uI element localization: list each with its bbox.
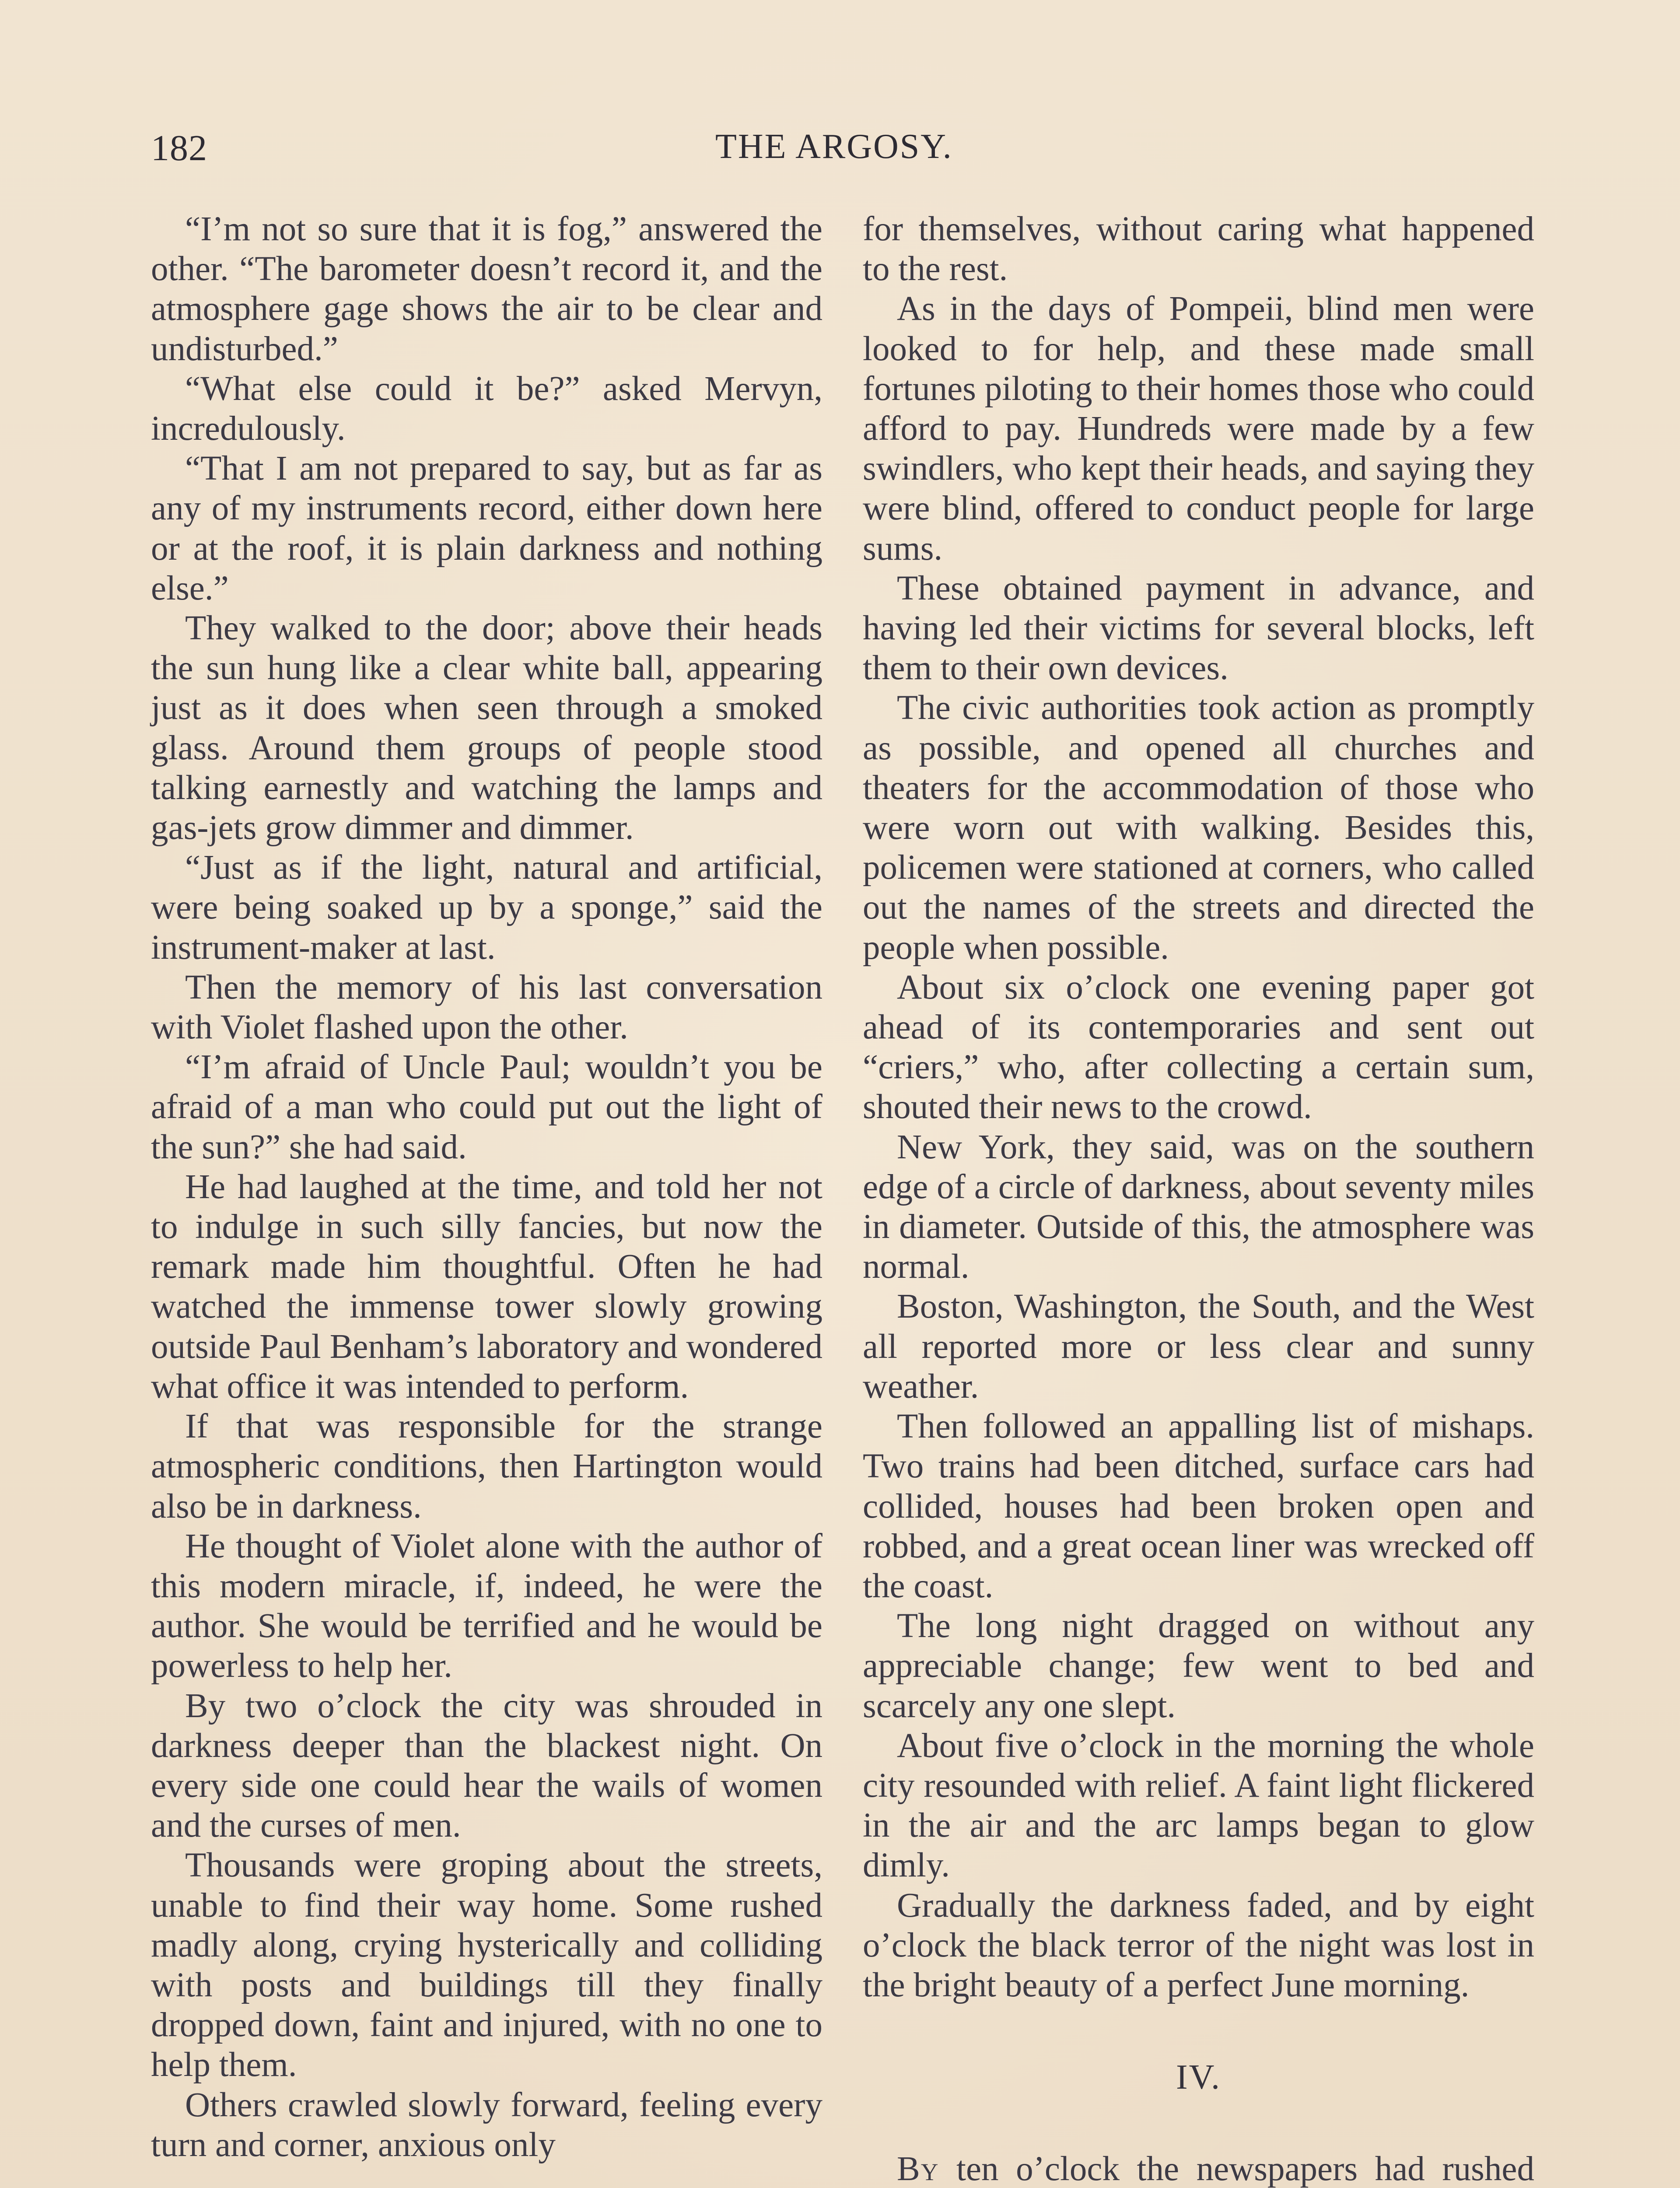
paragraph: They walked to the door; above their heads the sun hung like a clear white ball, appearing just as it does when seen through a smoked glass. Around them groups of people stood talking earnestly and watching the lamps and gas-jets grow dimmer and dimmer. bbox=[151, 609, 822, 847]
paragraph: He thought of Violet alone with the author of this modern miracle, if, indeed, he were the author. She would be terrified and he would be powerless to help her. bbox=[151, 1527, 822, 1685]
paragraph: About five o’clock in the morning the whole city resounded with relief. A faint light flickered in the air and the arc lamps began to glow dimly. bbox=[863, 1726, 1534, 1885]
paragraph: These obtained payment in advance, and having led their victims for several blocks, left them to their own devices. bbox=[863, 569, 1534, 687]
paragraph: As in the days of Pompeii, blind men were looked to for help, and these made small fortunes piloting to their homes those who could afford to pay. Hundreds were made by a few swindlers, who kept their heads, and saying they were blind, offered to conduct people for large sums. bbox=[863, 290, 1534, 568]
paragraph: By two o’clock the city was shrouded in darkness deeper than the blackest night. On every side one could hear the wails of women and the curses of men. bbox=[151, 1687, 822, 1845]
paragraph: “I’m afraid of Uncle Paul; wouldn’t you be afraid of a man who could put out the light of the sun?” she had said. bbox=[151, 1048, 822, 1166]
section-opening-lead: By bbox=[897, 2150, 939, 2188]
section-heading: IV. bbox=[1176, 2058, 1222, 2097]
paragraph: “Just as if the light, natural and artificial, were being soaked up by a sponge,” said the instrument-maker at last. bbox=[151, 849, 822, 967]
right-text-column bbox=[863, 209, 1534, 2188]
page-number: 182 bbox=[151, 128, 207, 168]
paragraph: “That I am not prepared to say, but as far as any of my instruments record, either down here or at the roof, it is plain darkness and nothing else.” bbox=[151, 449, 822, 607]
paragraph: Then the memory of his last conversation with Violet flashed upon the other. bbox=[151, 968, 822, 1047]
continued-paragraph: for themselves, without caring what happened to the rest. bbox=[863, 210, 1534, 288]
page-header bbox=[151, 127, 1551, 184]
paragraph: If that was responsible for the strange atmospheric conditions, then Hartington would also be in darkness. bbox=[151, 1407, 822, 1525]
paragraph: The civic authorities took action as promptly as possible, and opened all churches and theaters for the accommodation of those who were worn out with walking. Besides this, policemen were stationed at corners, who called out the names of the streets and directed the people when possible. bbox=[863, 689, 1534, 967]
paragraph: Gradually the darkness faded, and by eight o’clock the black terror of the night was lost in the bright beauty of a perfect June morning. bbox=[863, 1886, 1534, 2004]
paragraph: New York, they said, was on the southern edge of a circle of darkness, about seventy miles in diameter. Outside of this, the atmosphere was normal. bbox=[863, 1128, 1534, 1286]
paragraph: Then followed an appalling list of mishaps. Two trains had been ditched, surface cars had collided, houses had been broken open and robbed, and a great ocean liner was wrecked off the coast. bbox=[863, 1407, 1534, 1605]
section-opening-paragraph bbox=[863, 2149, 1534, 2188]
paragraph: “What else could it be?” asked Mervyn, incredulously. bbox=[151, 369, 822, 448]
paragraph: The long night dragged on without any appreciable change; few went to bed and scarcely any one slept. bbox=[863, 1607, 1534, 1725]
paragraph: About six o’clock one evening paper got ahead of its contemporaries and sent out “criers,” who, after collecting a certain sum, shouted their news to the crowd. bbox=[863, 968, 1534, 1126]
left-text-column bbox=[151, 209, 822, 2165]
paragraph: “I’m not so sure that it is fog,” answered the other. “The barometer doesn’t record it, and the atmosphere gage shows the air to be clear and undisturbed.” bbox=[151, 210, 822, 368]
section-opening-text: ten o’clock the newspapers had rushed bbox=[956, 2150, 1534, 2188]
paragraph: Others crawled slowly forward, feeling every turn and corner, anxious only bbox=[151, 2086, 822, 2164]
running-title: THE ARGOSY. bbox=[715, 127, 953, 166]
paragraph: Thousands were groping about the streets, unable to find their way home. Some rushed madly along, crying hysterically and colliding with posts and buildings till they finally dropped down, faint and injured, with no one to help them. bbox=[151, 1846, 822, 2084]
paragraph: He had laughed at the time, and told her not to indulge in such silly fancies, but now the remark made him thoughtful. Often he had watched the immense tower slowly growing outside Paul Benham’s laboratory and wondered what office it was intended to perform. bbox=[151, 1168, 822, 1406]
paragraph: Boston, Washington, the South, and the West all reported more or less clear and sunny weather. bbox=[863, 1287, 1534, 1406]
